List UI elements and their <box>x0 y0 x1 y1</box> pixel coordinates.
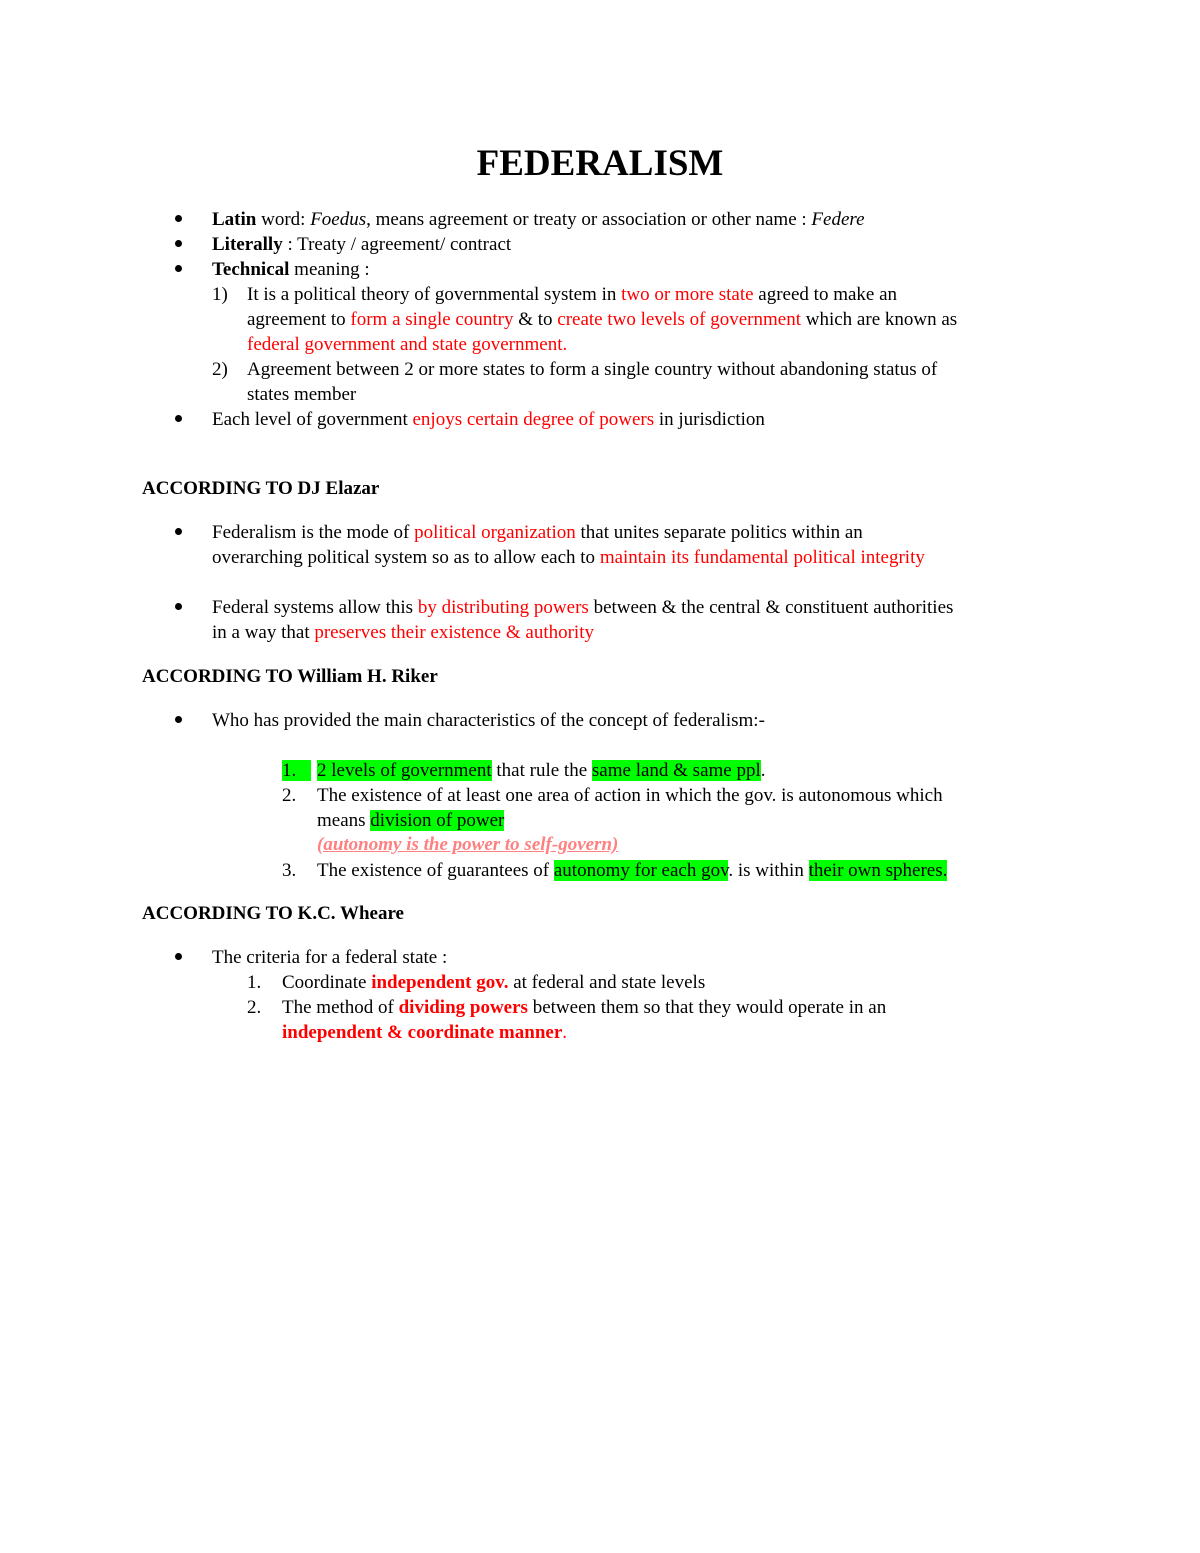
bullet-icon <box>175 716 182 723</box>
riker-item-3: The existence of guarantees of autonomy for each gov. is within their own spheres. <box>317 860 948 881</box>
wheare-intro: The criteria for a federal state : <box>212 947 448 968</box>
elazar-p2-line-2: in a way that preserves their existence & authority <box>212 622 594 643</box>
elazar-p1-line-2: overarching political system so as to allow each to maintain its fundamental political integrity <box>212 547 925 568</box>
list-number: 2) <box>212 359 228 380</box>
riker-item-2-line-2: means division of power <box>317 810 505 831</box>
literally-line: Literally : Treaty / agreement/ contract <box>212 234 512 255</box>
section-heading-riker: ACCORDING TO William H. Riker <box>142 666 438 687</box>
wheare-item-2-line-2: independent & coordinate manner. <box>282 1022 567 1043</box>
riker-intro: Who has provided the main characteristics of the concept of federalism:- <box>212 710 765 731</box>
bullet-icon <box>175 953 182 960</box>
list-number: 3. <box>282 860 297 881</box>
elazar-p1-line-1: Federalism is the mode of political organization that unites separate politics within an <box>212 522 863 543</box>
bullet-icon <box>175 240 182 247</box>
bullet-icon <box>175 265 182 272</box>
riker-item-2-line-1: The existence of at least one area of action in which the gov. is autonomous which <box>317 785 943 806</box>
autonomy-note: (autonomy is the power to self-govern) <box>317 834 619 855</box>
tech-item-2-line-1: Agreement between 2 or more states to form a single country without abandoning status of <box>247 359 938 380</box>
page-title: FEDERALISM <box>476 143 724 184</box>
bullet-icon <box>175 215 182 222</box>
wheare-item-2-line-1: The method of dividing powers between them so that they would operate in an <box>282 997 887 1018</box>
elazar-p2-line-1: Federal systems allow this by distributing powers between & the central & constituent authorities <box>212 597 954 618</box>
technical-line: Technical meaning : <box>212 259 370 280</box>
tech-item-1-line-3: federal government and state government. <box>247 334 568 355</box>
list-number: 2. <box>247 997 262 1018</box>
list-number: 2. <box>282 785 297 806</box>
each-level-line: Each level of government enjoys certain degree of powers in jurisdiction <box>212 409 765 430</box>
tech-item-2-line-2: states member <box>247 384 357 405</box>
riker-item-1: 2 levels of government that rule the same land & same ppl. <box>317 760 766 781</box>
list-number: 1) <box>212 284 228 305</box>
wheare-item-1: Coordinate independent gov. at federal and state levels <box>282 972 706 993</box>
section-heading-wheare: ACCORDING TO K.C. Wheare <box>142 903 404 924</box>
bullet-icon <box>175 415 182 422</box>
latin-line: Latin word: Foedus, means agreement or treaty or association or other name : Federe <box>212 209 865 230</box>
bullet-icon <box>175 603 182 610</box>
tech-item-1-line-1: It is a political theory of governmental system in two or more state agreed to make an <box>247 284 898 305</box>
bullet-icon <box>175 528 182 535</box>
list-number: 1. <box>247 972 262 993</box>
tech-item-1-line-2: agreement to form a single country & to create two levels of government which are known as <box>247 309 958 330</box>
section-heading-elazar: ACCORDING TO DJ Elazar <box>142 478 380 499</box>
list-number: 1. <box>282 758 311 783</box>
